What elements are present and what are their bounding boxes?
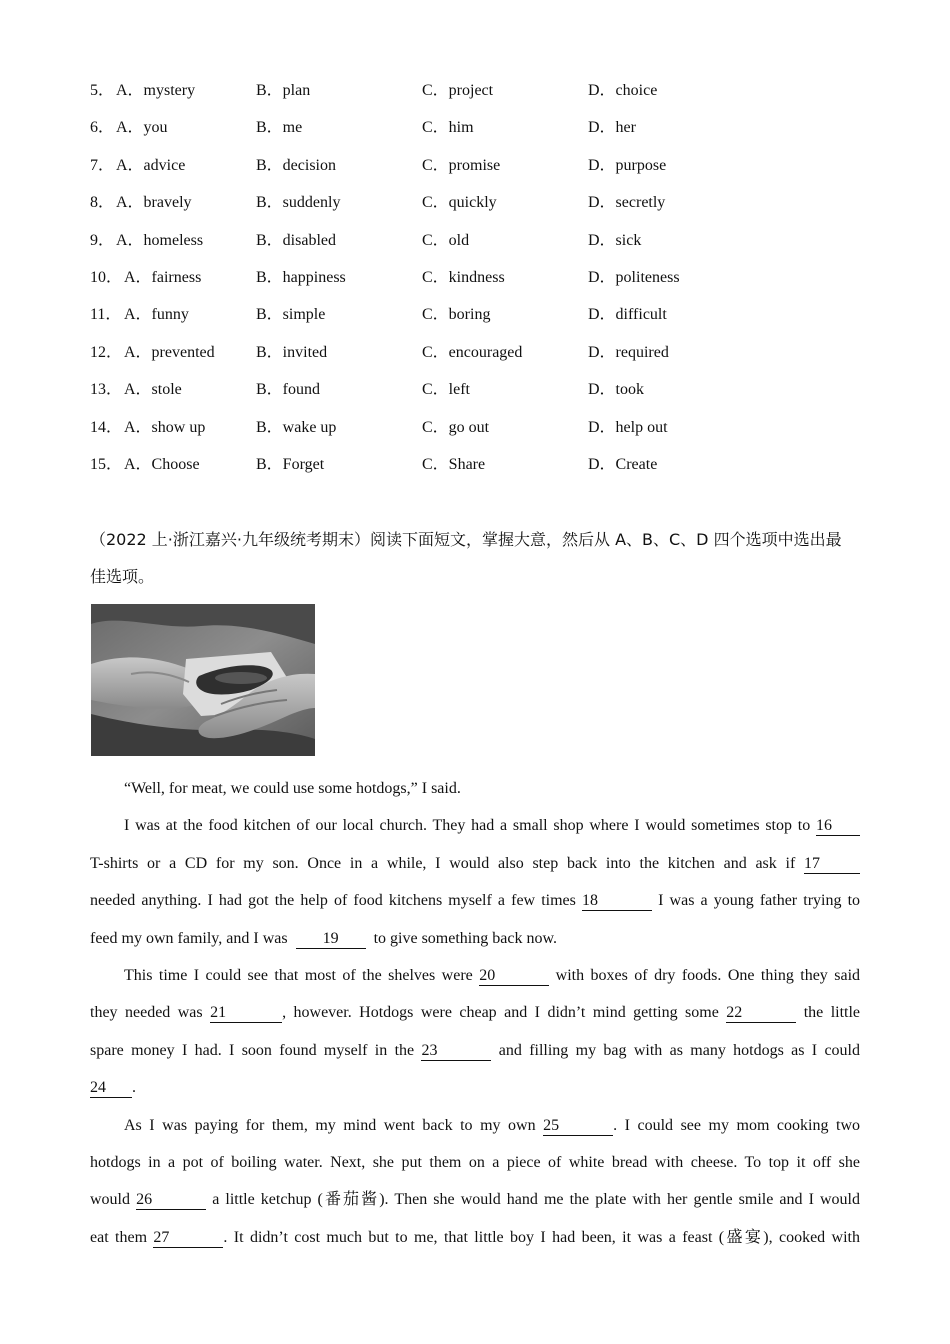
passage-line (90, 1107, 860, 1144)
option-d[interactable]: D．politeness (588, 269, 680, 286)
option-b[interactable]: B．happiness (256, 269, 346, 286)
option-d[interactable]: D．difficult (588, 306, 667, 324)
passage-line (90, 845, 860, 882)
option-c[interactable]: C．encouraged (422, 343, 523, 361)
option-c[interactable]: C．old (422, 231, 470, 249)
question-number: 8． (90, 194, 115, 212)
option-d[interactable]: D．Create (588, 456, 658, 473)
question-number: 15． (90, 456, 123, 473)
blank-16: 16 (816, 817, 860, 836)
question-number: 6． (90, 119, 115, 137)
option-a[interactable]: A．stole (124, 381, 182, 399)
option-b[interactable]: B．found (256, 381, 321, 399)
option-d[interactable]: D．her (588, 119, 636, 137)
question-number: 7． (90, 156, 115, 174)
passage-text: . (132, 1079, 136, 1097)
option-c[interactable]: C．project (422, 82, 494, 99)
passage-text: to give something back now. (373, 929, 557, 947)
option-c[interactable]: C．quickly (422, 194, 497, 212)
passage-text: I was at the food kitchen of our local church. They had a small shop where I would sometimes stop to (124, 817, 811, 835)
blank-22: 22 (726, 1004, 796, 1023)
blank-18: 18 (582, 892, 652, 911)
option-d[interactable]: D．help out (588, 418, 668, 436)
passage-text: eat them (90, 1228, 148, 1246)
passage-line (90, 1219, 860, 1256)
passage (90, 770, 860, 1256)
option-a[interactable]: A．prevented (124, 343, 215, 361)
passage-text: I was a young father trying to (658, 892, 861, 910)
option-d[interactable]: D．purpose (588, 156, 667, 174)
option-b[interactable]: B．decision (256, 156, 336, 174)
passage-line (90, 770, 860, 807)
question-number: 5． (90, 82, 115, 99)
passage-text: the little (803, 1004, 861, 1022)
option-b[interactable]: B．suddenly (256, 194, 341, 212)
passage-text: needed anything. I had got the help of food kitchens myself a few times (90, 892, 576, 910)
passage-text: spare money I had. I soon found myself in the (90, 1041, 415, 1059)
passage-text: and filling my bag with as many hotdogs as I could (498, 1041, 860, 1059)
option-c[interactable]: C．him (422, 119, 474, 137)
question-number: 9． (90, 231, 115, 249)
passage-text: would (90, 1191, 130, 1209)
option-a[interactable]: A．advice (116, 156, 186, 174)
option-c[interactable]: C．boring (422, 306, 491, 324)
blank-27: 27 (153, 1229, 223, 1248)
passage-line: hotdogs in a pot of boiling water. Next, she put them on a piece of white bread with cheese. To top it off she (90, 1154, 860, 1172)
option-c[interactable]: C．Share (422, 456, 486, 473)
question-number: 11． (90, 306, 122, 324)
blank-17: 17 (804, 855, 860, 874)
blank-26: 26 (136, 1191, 206, 1210)
blank-21: 21 (210, 1004, 282, 1023)
option-a[interactable]: A．fairness (124, 269, 202, 286)
intro-line: （2022 上·浙江嘉兴·九年级统考期末）阅读下面短文，掌握大意，然后从 A、B、C、D 四个选项中选出最 (90, 530, 842, 549)
question-number: 10． (90, 269, 123, 286)
option-a[interactable]: A．you (116, 119, 168, 137)
option-c[interactable]: C．left (422, 381, 470, 399)
passage-line (90, 1032, 860, 1069)
passage-line (90, 807, 860, 844)
option-a[interactable]: A．show up (124, 418, 206, 436)
option-a[interactable]: A．mystery (116, 82, 196, 99)
option-c[interactable]: C．go out (422, 418, 490, 436)
passage-text: , however. Hotdogs were cheap and I didn’t mind getting some (282, 1004, 719, 1022)
option-d[interactable]: D．took (588, 381, 645, 399)
option-a[interactable]: A．funny (124, 306, 189, 324)
passage-text: T-shirts or a CD for my son. Once in a while, I would also step back into the kitchen and ask if (90, 854, 796, 872)
hotdog-hands-photo (91, 604, 315, 756)
passage-text: This time I could see that most of the shelves were (124, 967, 473, 985)
option-c[interactable]: C．kindness (422, 269, 505, 286)
intro-line: 佳选项。 (90, 567, 155, 586)
option-b[interactable]: B．invited (256, 343, 328, 361)
passage-text: . It didn’t cost much but to me, that little boy I had been, it was a feast (盛宴), cooked with (223, 1228, 861, 1246)
passage-line (90, 920, 860, 957)
passage-line (90, 1181, 860, 1218)
option-d[interactable]: D．required (588, 343, 669, 361)
option-a[interactable]: A．bravely (116, 194, 192, 212)
passage-text: As I was paying for them, my mind went back to my own (124, 1116, 536, 1134)
passage-line (90, 957, 860, 994)
passage-text: “Well, for meat, we could use some hotdogs,” I said. (124, 780, 461, 797)
blank-23: 23 (421, 1042, 491, 1061)
option-d[interactable]: D．secretly (588, 194, 666, 212)
passage-text: with boxes of dry foods. One thing they said (555, 967, 861, 985)
option-b[interactable]: B．wake up (256, 418, 337, 436)
passage-text: feed my own family, and I was (90, 929, 288, 947)
option-a[interactable]: A．homeless (116, 231, 204, 249)
option-a[interactable]: A．Choose (124, 456, 200, 473)
option-c[interactable]: C．promise (422, 156, 501, 174)
option-b[interactable]: B．disabled (256, 231, 336, 249)
blank-24: 24 (90, 1079, 132, 1098)
question-number: 12． (90, 343, 123, 361)
option-d[interactable]: D．sick (588, 231, 642, 249)
option-b[interactable]: B．me (256, 119, 303, 137)
question-intro (90, 521, 862, 595)
option-d[interactable]: D．choice (588, 82, 658, 99)
passage-line (90, 994, 860, 1031)
passage-line (90, 1069, 860, 1106)
passage-text: a little ketchup (番茄酱). Then she would hand me the plate with her gentle smile and I would (212, 1191, 860, 1209)
passage-line (90, 882, 860, 919)
question-number: 13． (90, 381, 123, 399)
blank-20: 20 (479, 967, 549, 986)
option-b[interactable]: B．Forget (256, 456, 325, 473)
blank-19: 19 (296, 930, 366, 949)
question-number: 14． (90, 418, 123, 436)
passage-text: . I could see my mom cooking two (613, 1116, 860, 1134)
blank-25: 25 (543, 1117, 613, 1136)
option-b[interactable]: B．plan (256, 82, 311, 99)
passage-text: they needed was (90, 1004, 203, 1022)
option-b[interactable]: B．simple (256, 306, 326, 324)
